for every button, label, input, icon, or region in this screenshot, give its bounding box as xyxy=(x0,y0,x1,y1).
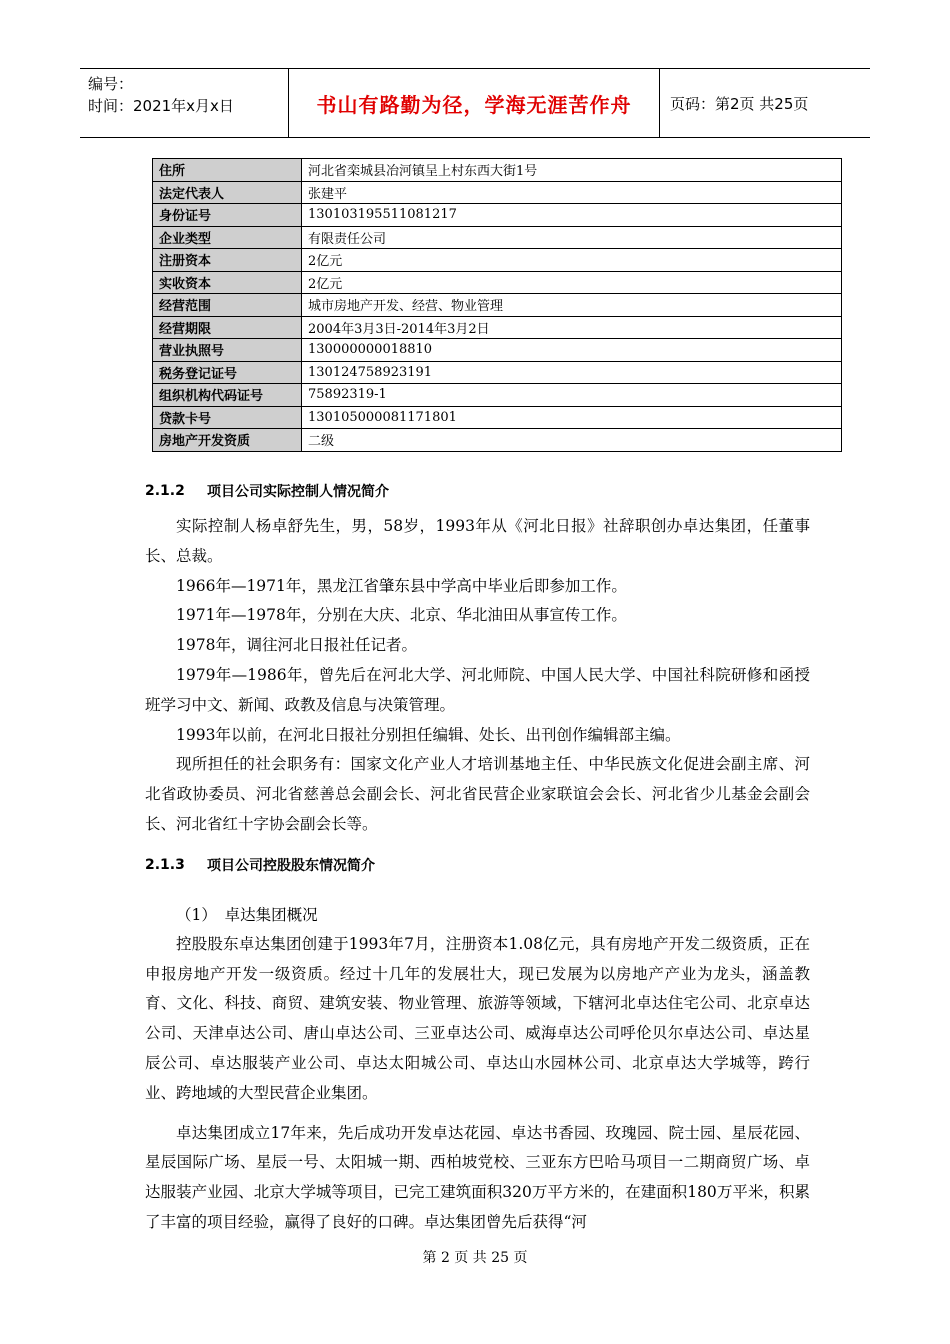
info-table-row xyxy=(153,429,842,452)
header-left xyxy=(80,69,288,137)
info-value: 二级 xyxy=(302,429,842,452)
header-motto: 书山有路勤为径，学海无涯苦作舟 xyxy=(288,69,660,137)
page-footer: 第 2 页 共 25 页 xyxy=(422,1250,528,1266)
paragraph: 卓达集团成立17年来，先后成功开发卓达花园、卓达书香园、玫瑰园、院士园、星辰花园、星辰国际广场、星辰一号、太阳城一期、西柏坡党校、三亚东方巴哈马项目一二期商贸广场、卓达服装产业园、北京大学城等项目，已完工建筑面积320万平方米的，在建面积180万平米，积累了丰富的项目经验，赢得了良好的口碑。卓达集团曾先后获得“河 xyxy=(145,1123,810,1231)
info-table-row xyxy=(153,181,842,204)
info-key: 房地产开发资质 xyxy=(153,429,302,452)
info-table-row xyxy=(153,361,842,384)
section-title: 项目公司实际控制人情况简介 xyxy=(207,484,389,500)
info-key: 贷款卡号 xyxy=(153,406,302,429)
info-key: 注册资本 xyxy=(153,249,302,272)
info-key: 住所 xyxy=(153,159,302,182)
header-page-info: 页码：第2页 共25页 xyxy=(670,94,809,113)
info-value: 130105000081171801 xyxy=(302,406,842,429)
info-key: 经营范围 xyxy=(153,294,302,317)
info-table-row xyxy=(153,249,842,272)
info-table-row xyxy=(153,271,842,294)
info-key: 营业执照号 xyxy=(153,339,302,362)
info-table-row xyxy=(153,226,842,249)
info-key: 企业类型 xyxy=(153,226,302,249)
info-key: 税务登记证号 xyxy=(153,361,302,384)
info-value: 2亿元 xyxy=(302,271,842,294)
info-key: 身份证号 xyxy=(153,204,302,227)
info-value: 130103195511081217 xyxy=(302,204,842,227)
paragraph: 1966年—1971年，黑龙江省肇东县中学高中毕业后即参加工作。 xyxy=(176,576,627,595)
section-number: 2.1.3 xyxy=(145,856,185,873)
section-heading-2-1-2 xyxy=(145,478,810,504)
info-value: 130000000018810 xyxy=(302,339,842,362)
info-table-row xyxy=(153,204,842,227)
info-table-row xyxy=(153,384,842,407)
paragraph: 1993年以前，在河北日报社分别担任编辑、处长、出刊创作编辑部主编。 xyxy=(176,725,681,744)
section-heading-2-1-3 xyxy=(145,852,810,878)
paragraph: 实际控制人杨卓舒先生，男，58岁，1993年从《河北日报》社辞职创办卓达集团，任董事长、总裁。 xyxy=(145,517,810,565)
info-key: 经营期限 xyxy=(153,316,302,339)
paragraph: 现所担任的社会职务有：国家文化产业人才培训基地主任、中华民族文化促进会副主席、河北省政协委员、河北省慈善总会副会长、河北省民营企业家联谊会会长、河北省少儿基金会副会长、河北省红十字协会副会长等。 xyxy=(145,755,810,833)
paragraph: 控股股东卓达集团创建于1993年7月，注册资本1.08亿元，具有房地产开发二级资质，正在申报房地产开发一级资质。经过十几年的发展壮大，现已发展为以房地产产业为龙头，涵盖教育、文化、科技、商贸、建筑安装、物业管理、旅游等领域，下辖河北卓达住宅公司、北京卓达公司、天津卓达公司、唐山卓达公司、三亚卓达公司、威海卓达公司呼伦贝尔卓达公司、卓达星辰公司、卓达服装产业公司、卓达太阳城公司、卓达山水园林公司、北京卓达大学城等，跨行业、跨地域的大型民营企业集团。 xyxy=(145,934,810,1102)
document-number-label: 编号： xyxy=(88,75,134,93)
info-value: 75892319-1 xyxy=(302,384,842,407)
info-value: 2亿元 xyxy=(302,249,842,272)
info-key: 法定代表人 xyxy=(153,181,302,204)
info-value: 有限责任公司 xyxy=(302,226,842,249)
paragraph: 1978年，调往河北日报社任记者。 xyxy=(176,636,417,655)
document-time-label: 时间：2021年x月x日 xyxy=(88,97,234,115)
info-table-row xyxy=(153,294,842,317)
info-value: 2004年3月3日-2014年3月2日 xyxy=(302,316,842,339)
paragraph: 1971年—1978年，分别在大庆、北京、华北油田从事宣传工作。 xyxy=(176,606,627,625)
company-info-table xyxy=(152,158,842,452)
info-table-row xyxy=(153,316,842,339)
info-key: 实收资本 xyxy=(153,271,302,294)
section-title: 项目公司控股股东情况简介 xyxy=(207,857,375,874)
section-number: 2.1.2 xyxy=(145,483,185,499)
paragraph: 1979年—1986年，曾先后在河北大学、河北师院、中国人民大学、中国社科院研修和函授班学习中文、新闻、政教及信息与决策管理。 xyxy=(145,665,810,714)
info-table-row xyxy=(153,159,842,182)
info-value: 张建平 xyxy=(302,181,842,204)
info-key: 组织机构代码证号 xyxy=(153,384,302,407)
info-table-row xyxy=(153,339,842,362)
page-header xyxy=(80,68,870,138)
info-value: 城市房地产开发、经营、物业管理 xyxy=(302,294,842,317)
info-table-row xyxy=(153,406,842,429)
info-value: 130124758923191 xyxy=(302,361,842,384)
sub-heading: （1） 卓达集团概况 xyxy=(176,905,318,924)
info-value: 河北省栾城县冶河镇呈上村东西大街1号 xyxy=(302,159,842,182)
main-content xyxy=(145,478,810,1238)
